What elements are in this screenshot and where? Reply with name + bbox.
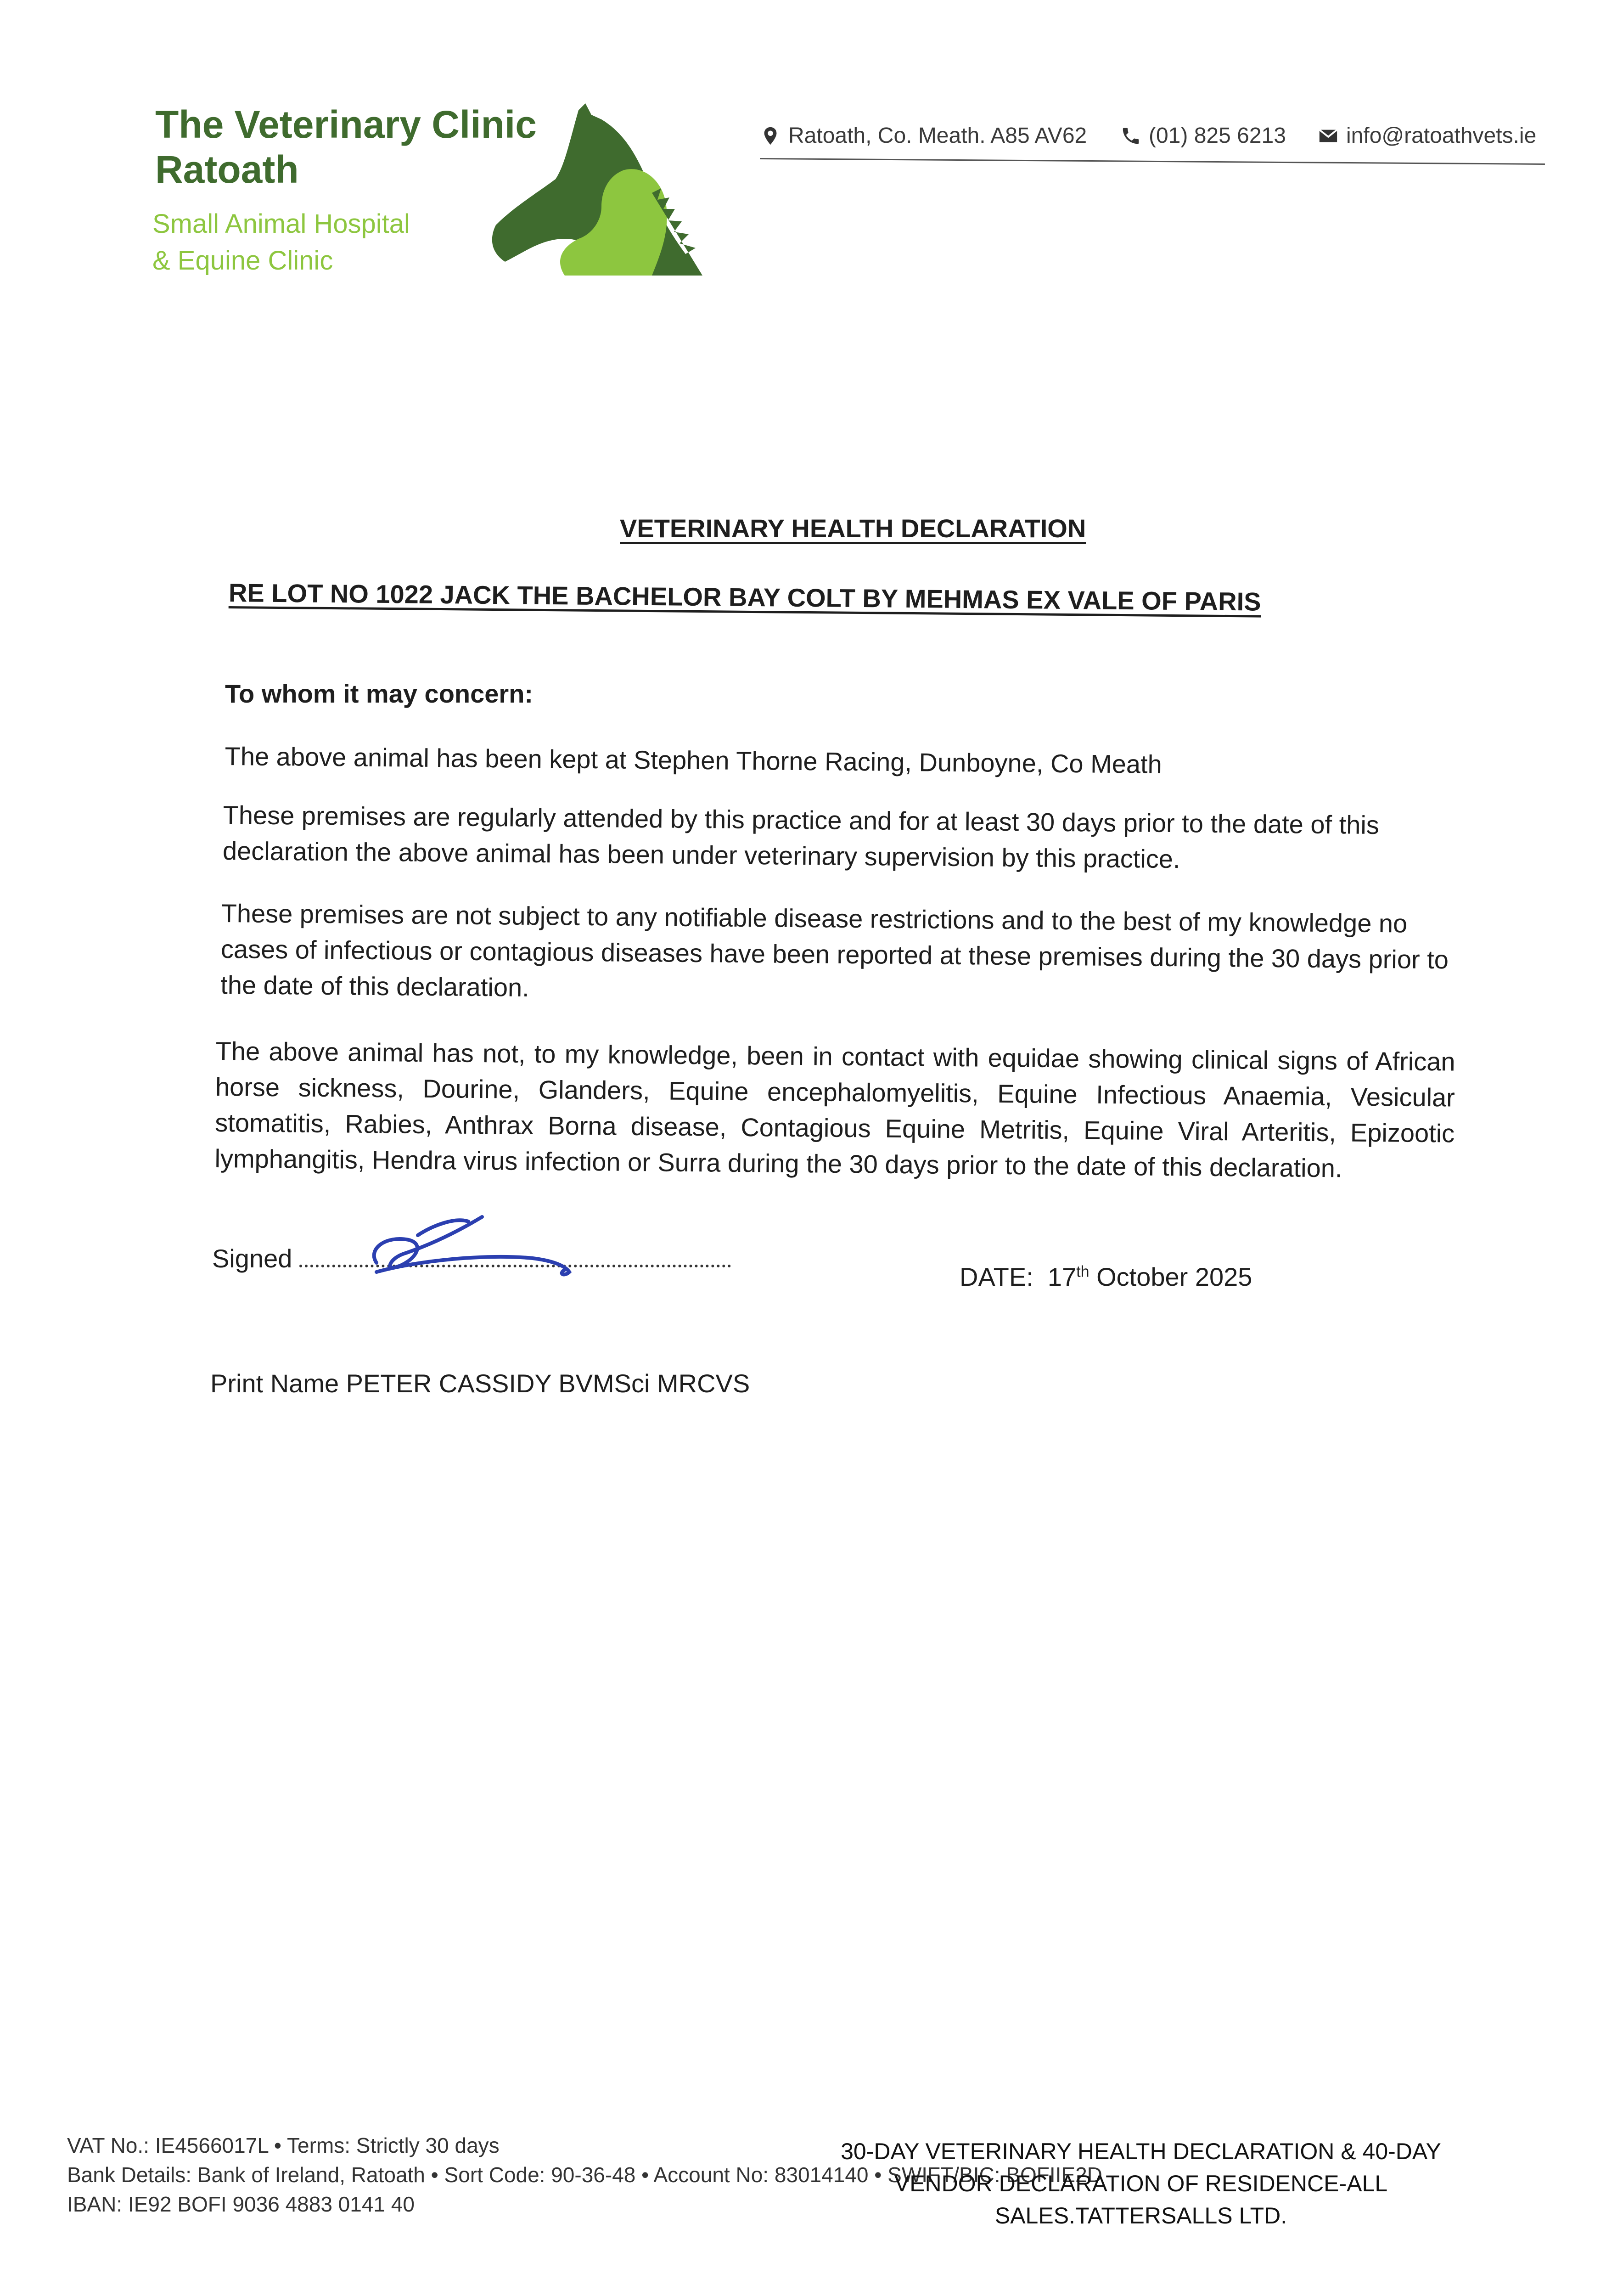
print-name: Print Name PETER CASSIDY BVMSci MRCVS	[210, 1369, 750, 1398]
clinic-subtitle-line1: Small Animal Hospital	[152, 209, 410, 239]
document-title: VETERINARY HEALTH DECLARATION	[620, 514, 1086, 543]
date-label: DATE:	[960, 1262, 1033, 1291]
greeting: To whom it may concern:	[225, 679, 534, 708]
date-suffix: th	[1076, 1263, 1089, 1281]
envelope-icon	[1318, 125, 1339, 146]
phone	[1120, 123, 1286, 148]
footer-vat: VAT No.: IE4566017L • Terms: Strictly 30 days	[67, 2133, 500, 2157]
email-text: info@ratoathvets.ie	[1346, 124, 1537, 148]
signed-label: Signed	[212, 1244, 292, 1273]
email	[1318, 123, 1536, 148]
address-text: Ratoath, Co. Meath. A85 AV62	[788, 124, 1087, 148]
date-day: 17	[1047, 1262, 1077, 1291]
header-rule	[760, 158, 1545, 165]
footer-bank: Bank Details: Bank of Ireland, Ratoath • Sort Code: 90-36-48 • Account No: 83014140 • SWIFT/BIC: BOFIIE2D	[67, 2163, 1102, 2187]
paragraph-restrictions: These premises are not subject to any notifiable disease restrictions and to the best of my knowledge no cases of infectious or contagious diseases have been reported at these premises during the 30 days prior to the date of this declaration.	[220, 898, 1449, 1002]
location-pin-icon	[760, 125, 781, 146]
handwritten-signature	[349, 1208, 624, 1290]
clinic-name	[155, 102, 537, 192]
footer-form-title	[826, 2135, 1455, 2232]
clinic-subtitle	[152, 206, 410, 279]
lot-subject: RE LOT NO 1022 JACK THE BACHELOR BAY COLT BY MEHMAS EX VALE OF PARIS	[228, 578, 1261, 616]
phone-icon	[1120, 125, 1141, 146]
footer-form-title-line1: 30-DAY VETERINARY HEALTH DECLARATION & 40-DAY	[841, 2138, 1441, 2164]
paragraph-disease-contact: The above animal has not, to my knowledge, been in contact with equidae showing clinical signs of African horse sickness, Dourine, Glanders, Equine encephalomyelitis, Equine Infectious Anaemia, Vesicular stomatitis, Rabies, Anthrax Borna disease, Contagious Equine Metritis, Equine Viral Arteritis, Epizootic lymphangitis, Hendra virus infection or Surra during the 30 days prior to the date of this declaration.	[214, 1036, 1455, 1183]
date-month-year: October 2025	[1096, 1262, 1252, 1291]
clinic-subtitle-line2: & Equine Clinic	[152, 246, 333, 276]
paragraph-premises: The above animal has been kept at Stephen Thorne Racing, Dunboyne, Co Meath	[225, 741, 1162, 779]
footer-iban: IBAN: IE92 BOFI 9036 4883 0141 40	[67, 2192, 415, 2216]
clinic-name-line1: The Veterinary Clinic	[155, 103, 537, 146]
footer-form-title-line2: VENDOR DECLARATION OF RESIDENCE-ALL SALES.TATTERSALLS LTD.	[894, 2171, 1388, 2228]
phone-text: (01) 825 6213	[1149, 124, 1286, 148]
clinic-name-line2: Ratoath	[155, 148, 299, 191]
address	[760, 123, 1087, 148]
contact-bar	[760, 123, 1545, 174]
paragraph-supervision: These premises are regularly attended by this practice and for at least 30 days prior to the date of this declaration the above animal has been under veterinary supervision by this practice.	[222, 800, 1380, 874]
declaration-date	[960, 1262, 1252, 1292]
horse-dog-logo-icon	[487, 101, 725, 280]
